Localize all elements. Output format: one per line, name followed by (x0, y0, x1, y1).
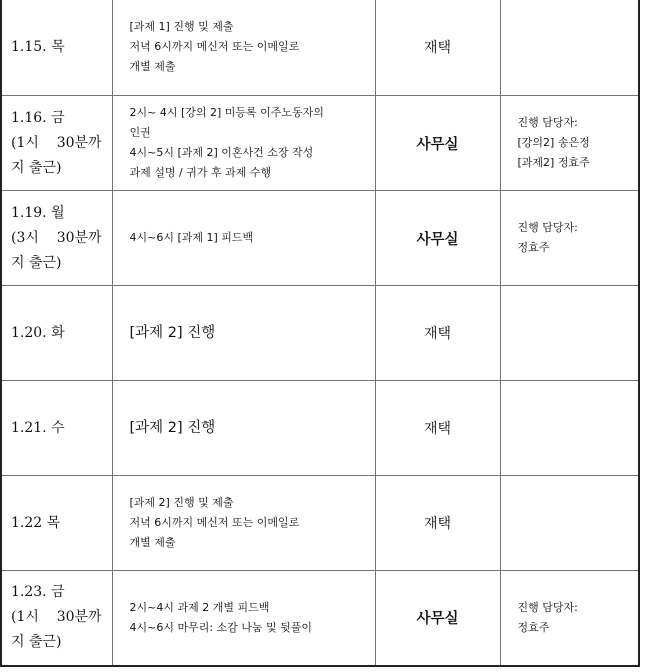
content-cell (112, 286, 375, 381)
note-line: [과제2] 정효주 (517, 156, 590, 169)
date-line: (1시 30분까 (11, 134, 102, 151)
date-cell (1, 286, 112, 381)
content-cell (112, 476, 375, 571)
content-line: 4시~6시 [과제 1] 피드백 (129, 231, 254, 244)
place-cell (375, 96, 500, 191)
place-cell (375, 191, 500, 286)
schedule-row (1, 0, 639, 96)
note-line: 진행 담당자: (517, 221, 578, 234)
note-cell (500, 476, 639, 571)
place-label: 재택 (423, 40, 452, 56)
date-cell (1, 191, 112, 286)
content-line: 4시~5시 [과제 2] 이혼사건 소장 작성 (129, 146, 314, 159)
note-cell (500, 191, 639, 286)
place-label: 사무실 (416, 611, 459, 628)
content-cell (112, 381, 375, 476)
content-line: 4시~6시 마무리: 소감 나눔 및 뒷풀이 (129, 620, 313, 634)
note-cell (500, 381, 639, 476)
content-line: [과제 2] 진행 (129, 420, 216, 436)
date-line: 지 출근) (11, 254, 62, 271)
date-line: 1.15. 목 (11, 38, 65, 55)
date-line: 1.19. 월 (11, 204, 65, 221)
date-cell (1, 381, 112, 476)
date-line: 1.23. 금 (11, 584, 65, 601)
schedule-row (1, 191, 639, 286)
place-cell (375, 0, 500, 96)
place-cell (375, 571, 500, 666)
content-line: 2시~ 4시 [강의 2] 미등록 이주노동자의 (129, 106, 324, 119)
place-cell (375, 286, 500, 381)
date-line: 1.22 목 (11, 514, 61, 531)
content-line: 인권 (129, 126, 151, 139)
date-line: 지 출근) (11, 634, 62, 651)
place-label: 재택 (423, 516, 452, 532)
schedule-row (1, 286, 639, 381)
note-line: [강의2] 송은정 (517, 136, 590, 149)
place-cell (375, 476, 500, 571)
date-line: 지 출근) (11, 159, 62, 176)
content-line: [과제 2] 진행 및 제출 (129, 496, 234, 509)
date-cell (1, 96, 112, 191)
date-cell (1, 0, 112, 96)
place-label: 사무실 (416, 231, 459, 248)
content-line: 개별 제출 (129, 536, 176, 549)
date-line: 1.16. 금 (11, 109, 65, 126)
content-cell (112, 191, 375, 286)
note-line: 진행 담당자: (517, 116, 578, 129)
date-cell (1, 571, 112, 666)
note-cell (500, 96, 639, 191)
content-line: 2시~4시 과제 2 개별 피드백 (129, 600, 270, 614)
date-line: 1.20. 화 (11, 324, 65, 341)
schedule-row (1, 381, 639, 476)
note-cell (500, 286, 639, 381)
date-line: (3시 30분까 (11, 229, 102, 246)
content-cell (112, 571, 375, 666)
content-line: [과제 2] 진행 (129, 325, 216, 341)
date-line: (1시 30분까 (11, 609, 102, 626)
content-line: 개별 제출 (129, 60, 176, 73)
content-line: [과제 1] 진행 및 제출 (129, 20, 234, 33)
content-line: 과제 설명 / 귀가 후 과제 수행 (129, 166, 272, 179)
place-label: 재택 (423, 326, 452, 342)
schedule-row (1, 571, 639, 666)
date-cell (1, 476, 112, 571)
note-line: 정효주 (517, 241, 550, 254)
schedule-row (1, 476, 639, 571)
date-line: 1.21. 수 (11, 419, 65, 436)
content-line: 저녁 6시까지 메신저 또는 이메일로 (129, 40, 300, 53)
note-cell (500, 571, 639, 666)
note-line: 정효주 (517, 620, 550, 634)
content-line: 저녁 6시까지 메신저 또는 이메일로 (129, 516, 300, 529)
place-cell (375, 381, 500, 476)
note-cell (500, 0, 639, 96)
note-line: 진행 담당자: (517, 600, 578, 614)
content-cell (112, 0, 375, 96)
place-label: 재택 (423, 421, 452, 437)
schedule-row (1, 96, 639, 191)
place-label: 사무실 (416, 136, 459, 153)
content-cell (112, 96, 375, 191)
